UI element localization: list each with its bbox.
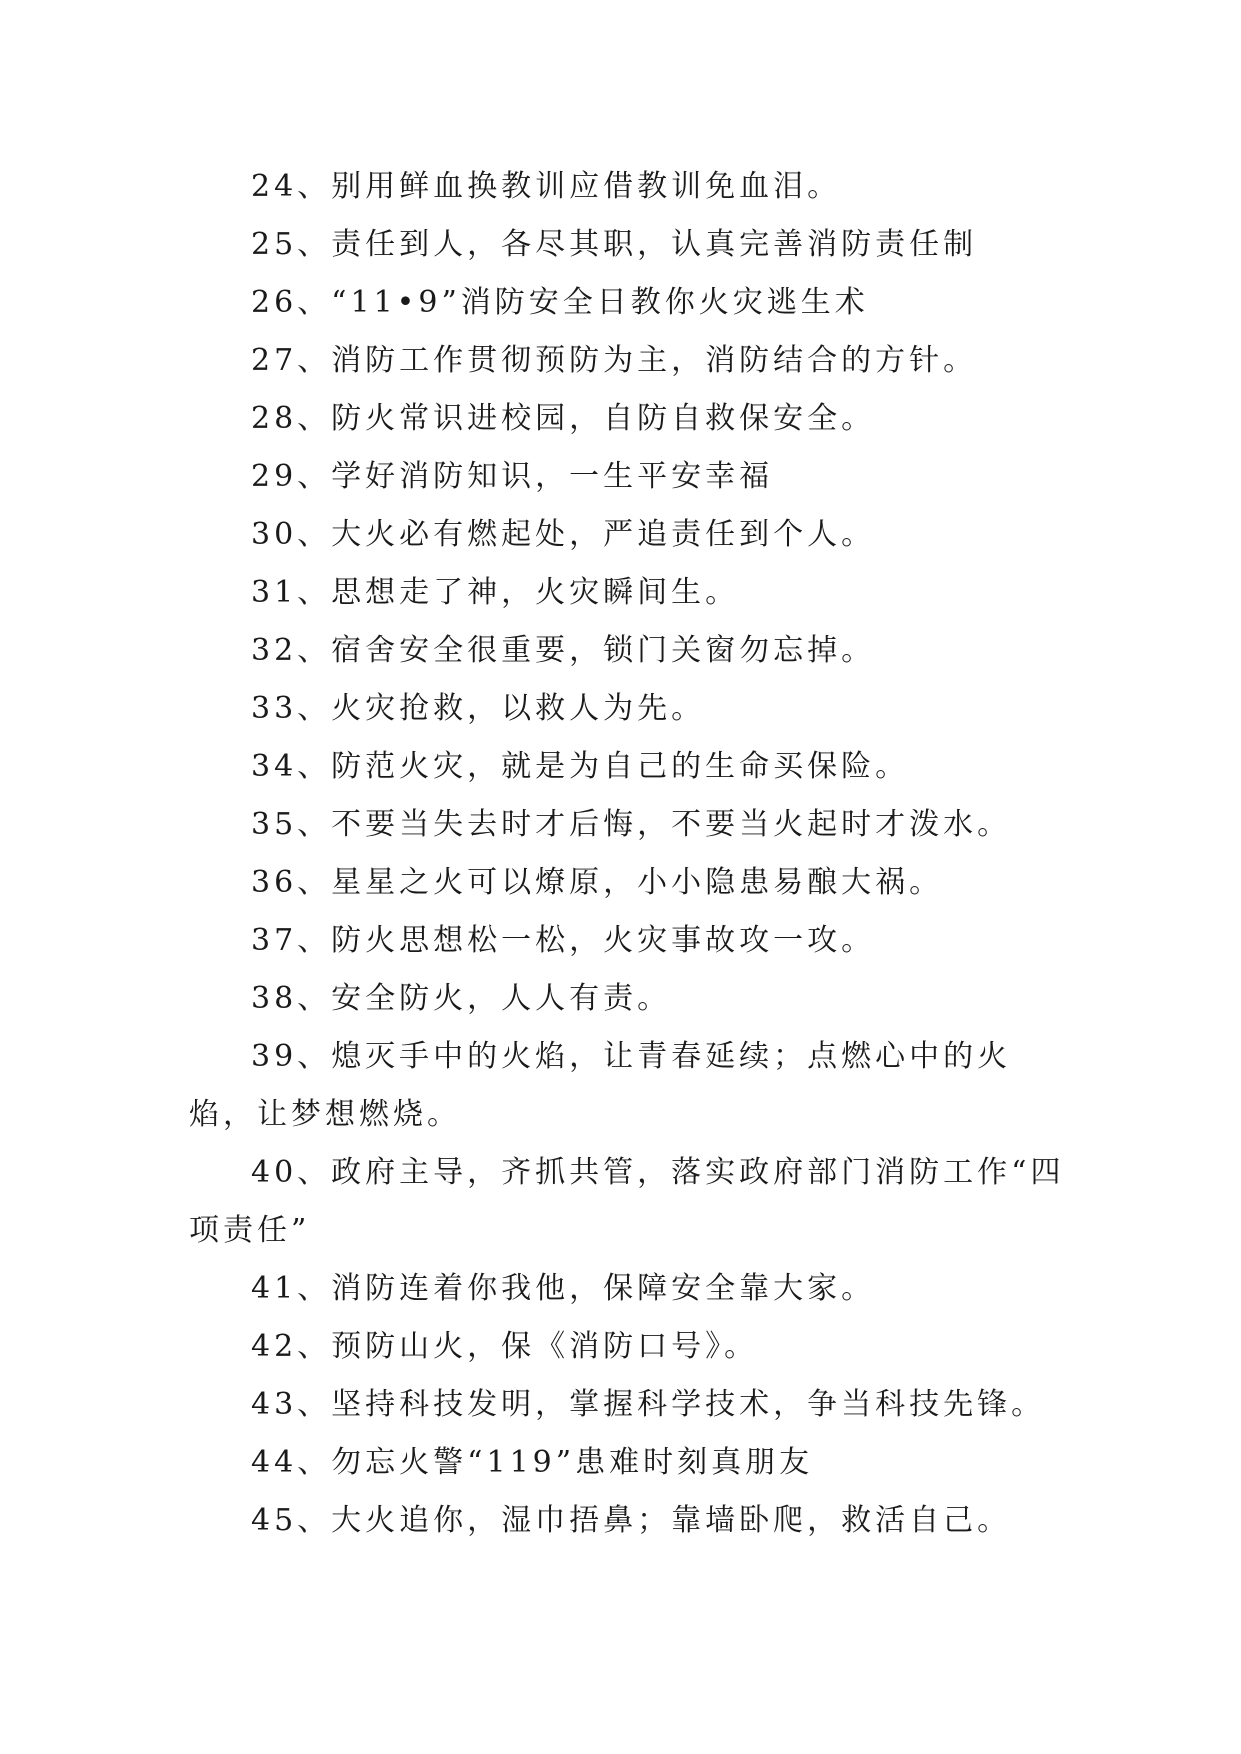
slogan-line-41: 41、消防连着你我他，保障安全靠大家。 xyxy=(251,1271,876,1306)
slogan-line-40: 40、政府主导，齐抓共管，落实政府部门消防工作“四项责任” xyxy=(189,1155,1065,1248)
slogan-line-32: 32、宿舍安全很重要，锁门关窗勿忘掉。 xyxy=(251,633,876,668)
slogan-line-31: 31、思想走了神，火灾瞬间生。 xyxy=(251,575,740,610)
slogan-line-28: 28、防火常识进校园，自防自救保安全。 xyxy=(251,401,876,436)
slogan-line-35: 35、不要当失去时才后悔，不要当火起时才泼水。 xyxy=(251,807,1012,842)
slogan-line-24: 24、别用鲜血换教训应借教训免血泪。 xyxy=(251,169,842,204)
slogan-line-34: 34、防范火灾，就是为自己的生命买保险。 xyxy=(251,749,910,784)
slogan-line-39: 39、熄灭手中的火焰，让青春延续；点燃心中的火焰，让梦想燃烧。 xyxy=(189,1039,1012,1132)
slogan-line-29: 29、学好消防知识，一生平安幸福 xyxy=(251,459,774,494)
slogan-line-30: 30、大火必有燃起处，严追责任到个人。 xyxy=(251,517,876,552)
slogan-line-33: 33、火灾抢救，以救人为先。 xyxy=(251,691,706,726)
slogan-line-43: 43、坚持科技发明，掌握科学技术，争当科技先锋。 xyxy=(251,1387,1046,1422)
slogan-line-37: 37、防火思想松一松，火灾事故攻一攻。 xyxy=(251,923,876,958)
slogan-line-36: 36、星星之火可以燎原，小小隐患易酿大祸。 xyxy=(251,865,944,900)
slogan-line-27: 27、消防工作贯彻预防为主，消防结合的方针。 xyxy=(251,343,978,378)
slogan-line-38: 38、安全防火，人人有责。 xyxy=(251,981,672,1016)
slogan-line-42: 42、预防山火，保《消防口号》。 xyxy=(251,1329,759,1364)
slogan-line-26: 26、“11•9”消防安全日教你火灾逃生术 xyxy=(251,285,869,320)
slogan-list xyxy=(189,158,1079,1550)
slogan-line-25: 25、责任到人，各尽其职，认真完善消防责任制 xyxy=(251,227,978,262)
slogan-line-45: 45、大火追你，湿巾捂鼻；靠墙卧爬，救活自己。 xyxy=(251,1503,1012,1538)
slogan-line-44: 44、勿忘火警“119”患难时刻真朋友 xyxy=(251,1445,814,1480)
